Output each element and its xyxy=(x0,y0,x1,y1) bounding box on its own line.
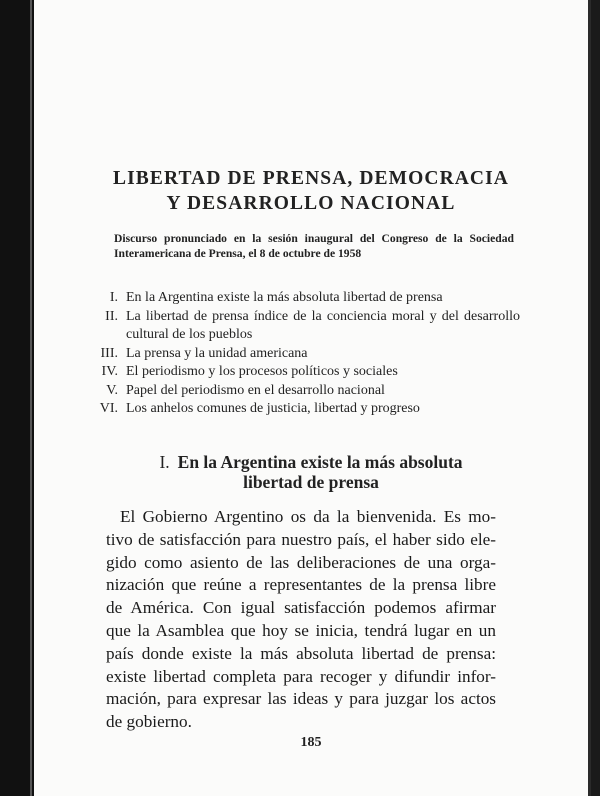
page-number: 185 xyxy=(300,735,322,750)
body-paragraph xyxy=(106,506,496,734)
section-heading xyxy=(34,452,588,492)
toc-item-text: La libertad de prensa índice de la conciencia moral y del desarrollo cultural de los pueblos xyxy=(126,308,520,342)
toc-item-number: V. xyxy=(106,382,118,398)
toc-item xyxy=(60,345,520,364)
toc-item-text: En la Argentina existe la más absoluta libertad de prensa xyxy=(126,290,443,305)
toc-item xyxy=(60,289,520,308)
toc-item xyxy=(60,363,520,382)
body-line: gido como asiento de las deliberaciones de una orga- xyxy=(106,552,496,572)
toc-item xyxy=(60,308,520,345)
table-of-contents xyxy=(60,289,520,419)
section-heading-line-1 xyxy=(34,452,588,472)
toc-item-text: Los anhelos comunes de justicia, libertad y progreso xyxy=(126,401,420,416)
toc-item xyxy=(60,400,520,419)
toc-item-text: El periodismo y los procesos políticos y sociales xyxy=(126,364,398,379)
book-gutter xyxy=(0,0,34,796)
chapter-title-line-1: LIBERTAD DE PRENSA, DEMOCRACIA xyxy=(113,168,509,189)
body-line: país donde existe la más absoluta libertad de prensa: xyxy=(106,643,496,663)
body-line: El Gobierno Argentino os da la bienvenida. Es mo- xyxy=(120,507,496,526)
speech-subtitle: Discurso pronunciado en la sesión inaugural del Congreso de la Sociedad Interamericana de Prensa, el 8 de octubre de 1958 xyxy=(114,232,514,260)
section-number: I. xyxy=(159,452,170,472)
body-line: de gobierno. xyxy=(106,712,192,732)
body-line: existe libertad completa para recoger y difundir infor- xyxy=(106,666,496,686)
toc-item-number: II. xyxy=(105,308,118,324)
body-line: de América. Con igual satisfacción podemos afirmar xyxy=(106,598,496,618)
toc-item-number: VI. xyxy=(99,401,118,416)
chapter-title xyxy=(34,166,588,216)
toc-item xyxy=(60,382,520,401)
toc-item-text: Papel del periodismo en el desarrollo nacional xyxy=(126,382,385,398)
toc-item-number: III. xyxy=(100,345,118,361)
chapter-title-line-2: Y DESARROLLO NACIONAL xyxy=(166,193,456,214)
book-page xyxy=(34,0,591,796)
toc-item-text: La prensa y la unidad americana xyxy=(126,345,308,361)
section-title-line-2: libertad de prensa xyxy=(243,472,379,492)
section-title-line-1: En la Argentina existe la más absoluta xyxy=(177,452,463,472)
toc-item-number: I. xyxy=(109,290,118,305)
body-line: mación, para expresar las ideas y para juzgar los actos xyxy=(106,689,496,709)
body-line: tivo de satisfacción para nuestro país, el haber sido ele- xyxy=(106,529,496,549)
body-line: nización que reúne a representantes de la prensa libre xyxy=(106,575,496,595)
body-line: que la Asamblea que hoy se inicia, tendrá lugar en un xyxy=(106,620,496,640)
toc-item-number: IV. xyxy=(101,364,118,379)
